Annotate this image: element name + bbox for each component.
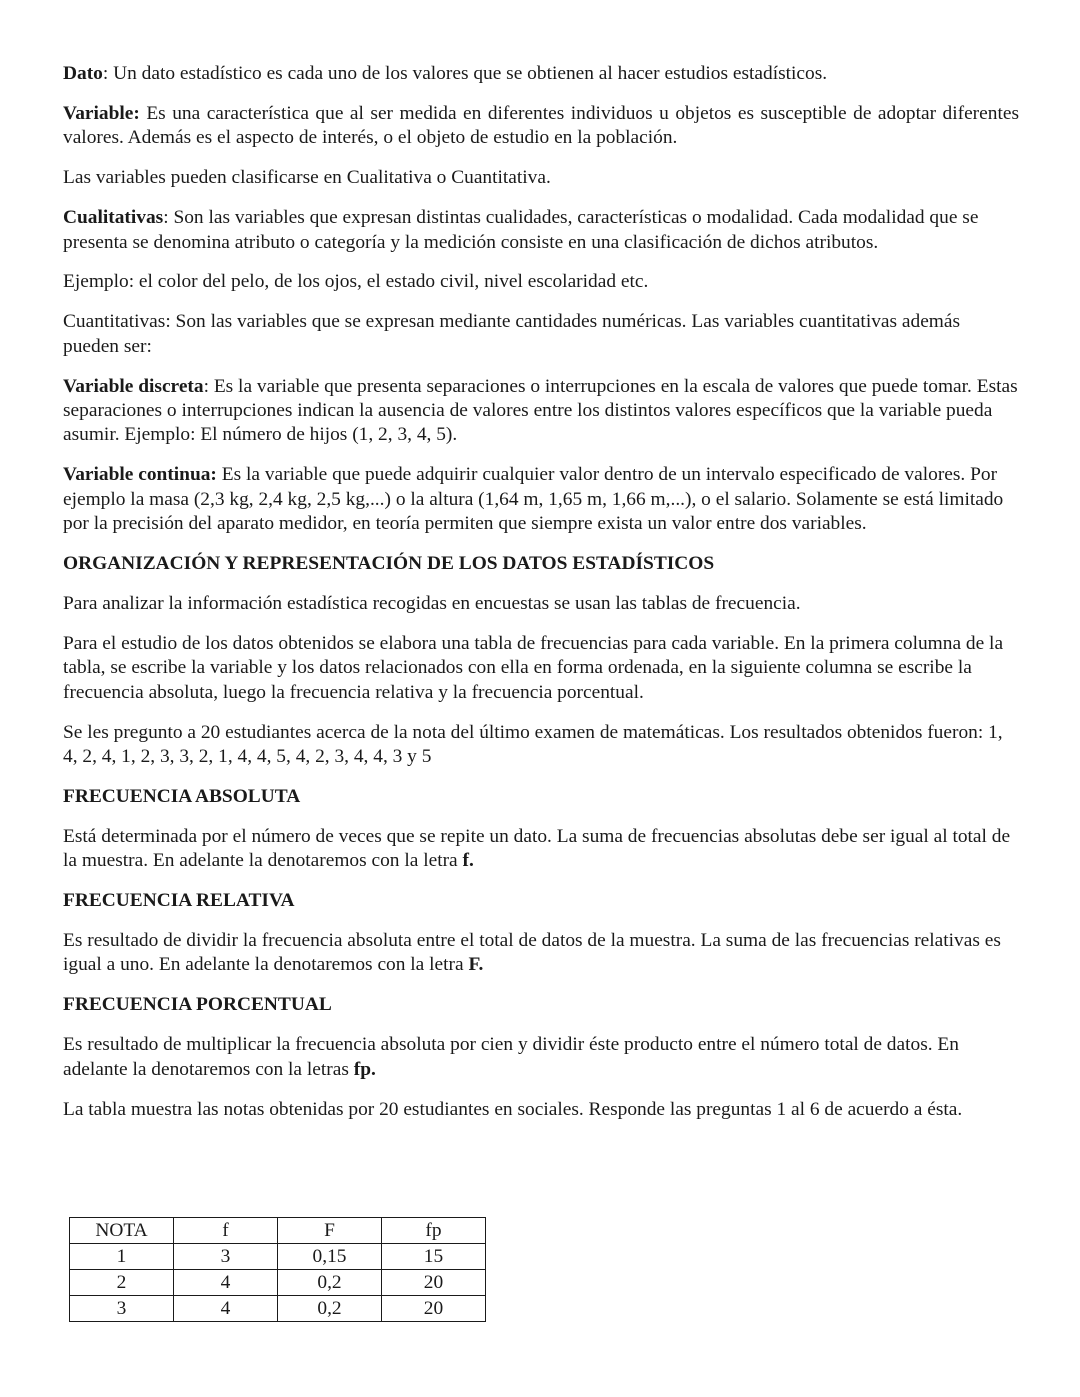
cell-nota: 3	[70, 1296, 174, 1322]
porcentual-text: Es resultado de multiplicar la frecuencia absoluta por cien y dividir éste producto entre el número total de datos. En adelante la denotaremos con la letras fp.	[63, 1034, 959, 1080]
header-F: F	[278, 1218, 382, 1244]
variable-definition: Variable: Es una característica que al ser medida en diferentes individuos u objetos es susceptible de adoptar diferentes valores. Además es el aspecto de interés, o el objeto de estudio en la población.	[63, 102, 1019, 149]
cell-fp: 20	[382, 1270, 486, 1296]
continua-definition: Variable continua: Es la variable que puede adquirir cualquier valor dentro de un intervalo especificado de valores. Por ejemplo la masa (2,3 kg, 2,4 kg, 2,5 kg,...) o la altura (1,64 m, 1,65 m, 1,66 m,...), o el salario. Solamente se está limitado por la precisión del aparato medidor, en teoría permiten que siempre exista un valor entre dos variables.	[63, 464, 1004, 535]
organizacion-heading: ORGANIZACIÓN Y REPRESENTACIÓN DE LOS DATOS ESTADÍSTICOS	[63, 553, 715, 575]
header-nota: NOTA	[70, 1218, 174, 1244]
cell-F: 0,2	[278, 1296, 382, 1322]
cell-nota: 2	[70, 1270, 174, 1296]
organizacion-p2: Para el estudio de los datos obtenidos se elabora una tabla de frecuencias para cada variable. En la primera columna de la tabla, se escribe la variable y los datos relacionados con ella en forma ordenada, en la siguiente columna se escribe la frecuencia absoluta, luego la frecuencia relativa y la frecuencia porcentual.	[63, 632, 1004, 703]
header-fp: fp	[382, 1218, 486, 1244]
cell-F: 0,15	[278, 1244, 382, 1270]
document-page	[63, 62, 1019, 1138]
cell-f: 3	[174, 1244, 278, 1270]
absoluta-text: Está determinada por el número de veces que se repite un dato. La suma de frecuencias absolutas debe ser igual al total de la muestra. En adelante la denotaremos con la letra f.	[63, 825, 1011, 872]
absoluta-heading: FRECUENCIA ABSOLUTA	[63, 785, 301, 807]
relativa-heading: FRECUENCIA RELATIVA	[63, 890, 295, 912]
frequency-table	[69, 1217, 486, 1322]
instruccion-text: La tabla muestra las notas obtenidas por 20 estudiantes en sociales. Responde las preguntas 1 al 6 de acuerdo a ésta.	[63, 1098, 963, 1120]
cell-fp: 20	[382, 1296, 486, 1322]
cuantitativas-definition: Cuantitativas: Son las variables que se expresan mediante cantidades numéricas. Las variables cuantitativas además pueden ser:	[63, 311, 961, 357]
cell-F: 0,2	[278, 1270, 382, 1296]
table-row	[70, 1270, 486, 1296]
organizacion-p3: Se les pregunto a 20 estudiantes acerca de la nota del último examen de matemáticas. Los resultados obtenidos fueron: 1, 4, 2, 4, 1, 2, 3, 3, 2, 1, 4, 4, 5, 4, 2, 3, 4, 4, 3 y 5	[63, 721, 1003, 768]
table-header-row	[70, 1218, 486, 1244]
organizacion-p1: Para analizar la información estadística recogidas en encuestas se usan las tablas de frecuencia.	[63, 593, 801, 614]
clasificacion-text: Las variables pueden clasificarse en Cualitativa o Cuantitativa.	[63, 167, 551, 189]
ejemplo-text: Ejemplo: el color del pelo, de los ojos, el estado civil, nivel escolaridad etc.	[63, 271, 649, 293]
dato-definition: Dato: Un dato estadístico es cada uno de los valores que se obtienen al hacer estudios estadísticos.	[63, 63, 828, 84]
header-f: f	[174, 1218, 278, 1244]
cell-f: 4	[174, 1270, 278, 1296]
cell-nota: 1	[70, 1244, 174, 1270]
discreta-definition: Variable discreta: Es la variable que presenta separaciones o interrupciones en la escala de valores que puede tomar. Estas separaciones o interrupciones indican la ausencia de valores entre los distintos valores específicos que la variable pueda asumir. Ejemplo: El número de hijos (1, 2, 3, 4, 5).	[63, 375, 1018, 446]
cell-fp: 15	[382, 1244, 486, 1270]
cualitativas-definition: Cualitativas: Son las variables que expresan distintas cualidades, características o modalidad. Cada modalidad que se presenta se denomina atributo o categoría y la medición consiste en una clasificación de dichos atributos.	[63, 207, 979, 253]
table-row	[70, 1296, 486, 1322]
table-row	[70, 1244, 486, 1270]
relativa-text: Es resultado de dividir la frecuencia absoluta entre el total de datos de la muestra. La suma de las frecuencias relativas es igual a uno. En adelante la denotaremos con la letra F.	[63, 930, 1001, 976]
cell-f: 4	[174, 1296, 278, 1322]
porcentual-heading: FRECUENCIA PORCENTUAL	[63, 994, 332, 1016]
